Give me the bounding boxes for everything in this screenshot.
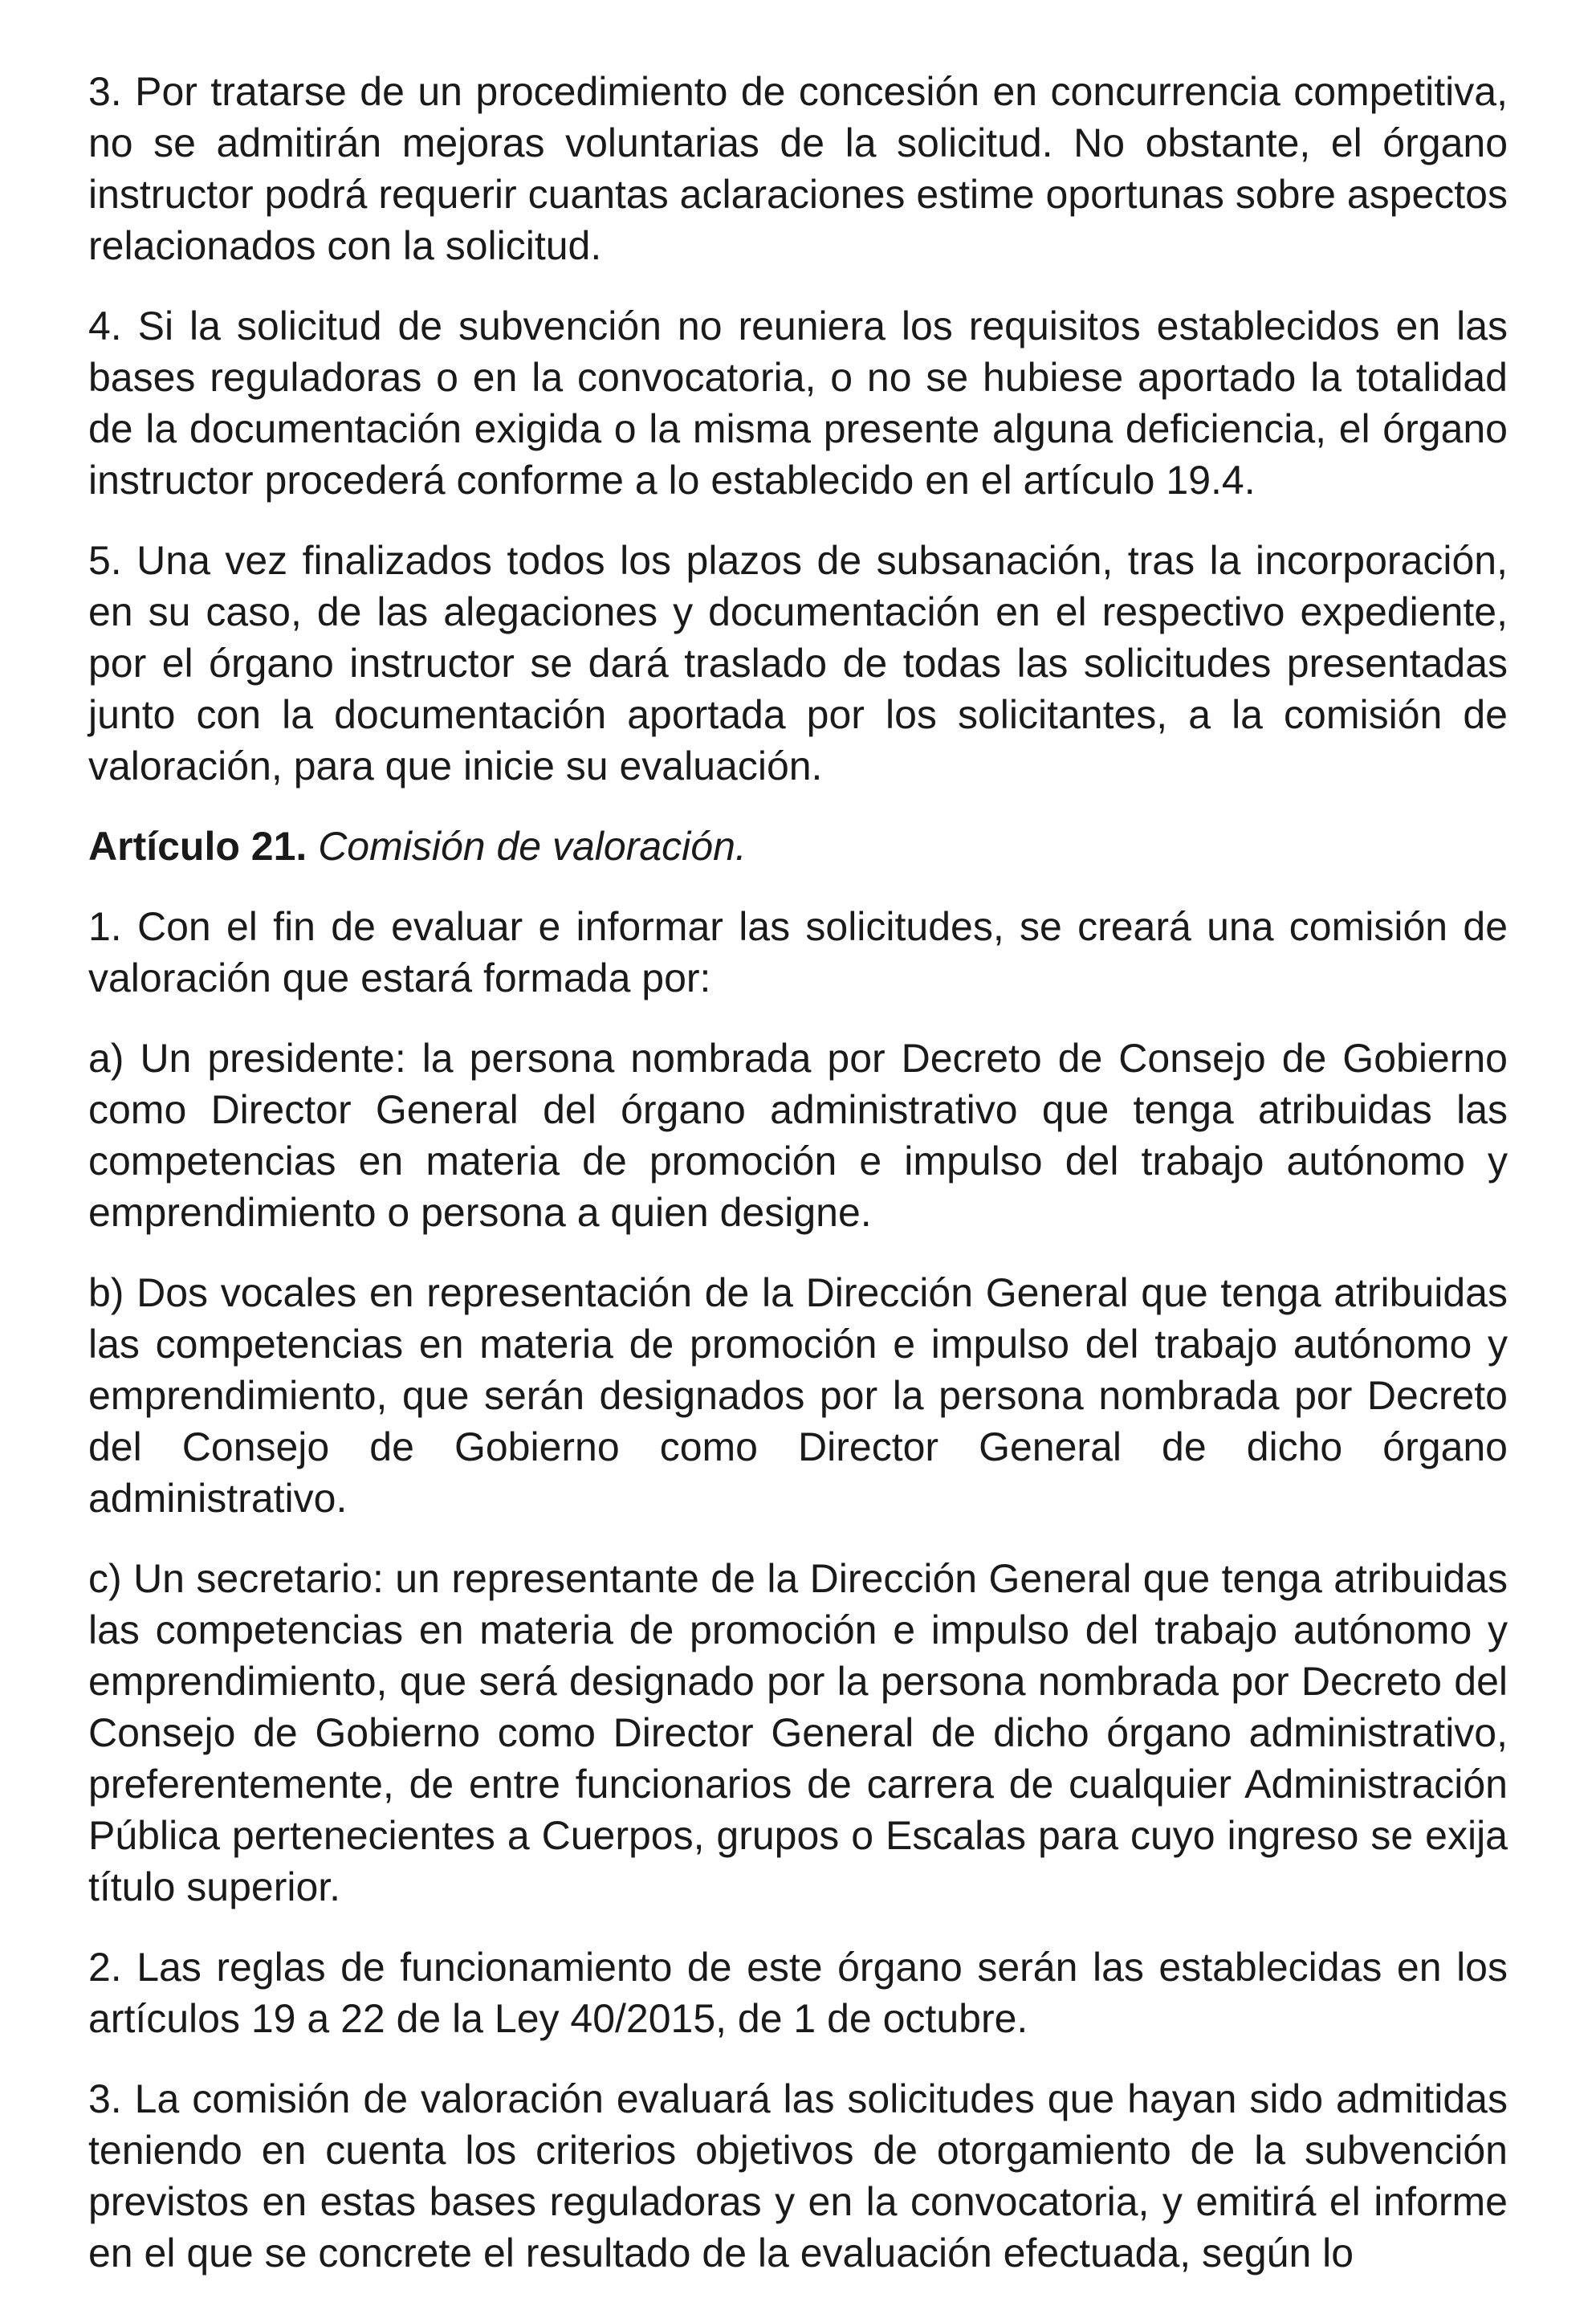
paragraph-1-comision: 1. Con el fin de evaluar e informar las solicitudes, se creará una comisión de valoración que estará formada por: (88, 904, 1508, 1000)
article-number: Artículo 21. (88, 824, 307, 869)
paragraph-4-requisitos: 4. Si la solicitud de subvención no reuniera los requisitos establecidos en las bases reguladoras o en la convocatoria, o no se hubiese aportado la totalidad de la documentación exigida o la misma presente alguna deficiencia, el órgano instructor procederá conforme a lo establecido en el artículo 19.4. (88, 304, 1508, 503)
paragraph-c-secretario: c) Un secretario: un representante de la Dirección General que tenga atribuidas las competencias en materia de promoción e impulso del trabajo autónomo y emprendimiento, que será designado por la persona nombrada por Decreto del Consejo de Gobierno como Director General de dicho órgano administrativo, preferentemente, de entre funcionarios de carrera de cualquier Administración Pública pertenecientes a Cuerpos, grupos o Escalas para cuyo ingreso se exija título superior. (88, 1556, 1508, 1909)
document-page (88, 66, 1508, 2279)
paragraph-2-reglas: 2. Las reglas de funcionamiento de este órgano serán las establecidas en los artículos 19 a 22 de la Ley 40/2015, de 1 de octubre. (88, 1945, 1508, 2041)
paragraph-3-evaluacion: 3. La comisión de valoración evaluará las solicitudes que hayan sido admitidas teniendo en cuenta los criterios objetivos de otorgamiento de la subvención previstos en estas bases reguladoras y en la convocatoria, y emitirá el informe en el que se concrete el resultado de la evaluación efectuada, según lo (88, 2076, 1508, 2275)
article-title: Comisión de valoración. (318, 824, 747, 869)
paragraph-b-vocales: b) Dos vocales en representación de la Dirección General que tenga atribuidas las competencias en materia de promoción e impulso del trabajo autónomo y emprendimiento, que serán designados por la persona nombrada por Decreto del Consejo de Gobierno como Director General de dicho órgano administrativo. (88, 1270, 1508, 1521)
paragraph-a-presidente: a) Un presidente: la persona nombrada por Decreto de Consejo de Gobierno como Director General del órgano administrativo que tenga atribuidas las competencias en materia de promoción e impulso del trabajo autónomo y emprendimiento o persona a quien designe. (88, 1036, 1508, 1235)
paragraph-3-mejoras: 3. Por tratarse de un procedimiento de concesión en concurrencia competitiva, no se admitirán mejoras voluntarias de la solicitud. No obstante, el órgano instructor podrá requerir cuantas aclaraciones estime oportunas sobre aspectos relacionados con la solicitud. (88, 69, 1508, 268)
article-heading (88, 821, 1508, 872)
paragraph-5-subsanacion: 5. Una vez finalizados todos los plazos de subsanación, tras la incorporación, en su caso, de las alegaciones y documentación en el respectivo expediente, por el órgano instructor se dará traslado de todas las solicitudes presentadas junto con la documentación aportada por los solicitantes, a la comisión de valoración, para que inicie su evaluación. (88, 538, 1508, 788)
